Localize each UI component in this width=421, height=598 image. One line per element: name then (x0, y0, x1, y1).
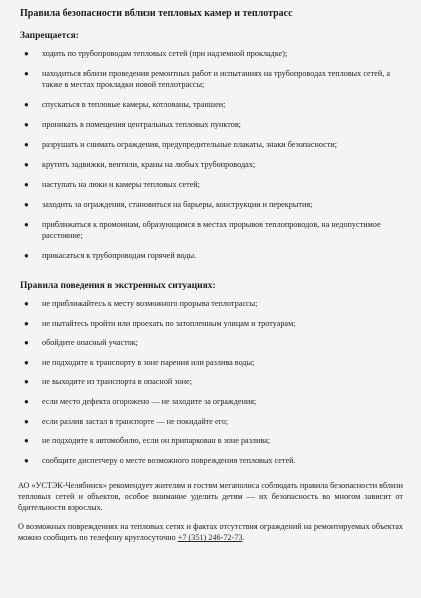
prohibited-heading: Запрещается: (20, 31, 79, 41)
bullet-icon: ● (24, 69, 29, 78)
bullet-icon: ● (24, 357, 29, 367)
bullet-icon: ● (24, 436, 29, 446)
list-item-text: обойдите опасный участок; (42, 338, 138, 348)
bullet-icon: ● (24, 416, 29, 426)
list-item-text: крутить задвижки, вентили, краны на любых трубопроводах; (42, 160, 256, 169)
list-item-text: приближаться к промоинам, образующимся в местах прорывов теплопроводов, на недопустимое расстояние; (42, 220, 381, 240)
bullet-icon: ● (24, 200, 29, 209)
list-item-text: если разлив застал в транспорте — не покидайте его; (42, 416, 229, 426)
list-item-text: ходить по трубопроводам тепловых сетей (при надземной прокладке); (42, 49, 288, 58)
list-item-text: проникать в помещения центральных тепловых пунктов; (42, 120, 241, 129)
list-item (18, 179, 409, 190)
list-item-text: наступать на люки и камеры тепловых сетей; (42, 180, 200, 189)
list-item (18, 159, 409, 170)
prohibited-list (18, 48, 409, 261)
list-item (18, 139, 409, 150)
bullet-icon: ● (24, 396, 29, 406)
document-title: Правила безопасности вблизи тепловых камер и теплотрасс (20, 8, 293, 19)
emergency-list (18, 298, 409, 466)
list-item (18, 455, 409, 466)
bullet-icon: ● (24, 338, 29, 348)
list-item-text: спускаться в тепловые камеры, котлованы, траншеи; (42, 100, 226, 109)
emergency-heading: Правила поведения в экстренных ситуациях: (20, 281, 216, 291)
list-item (18, 68, 409, 90)
list-item (18, 435, 409, 446)
advice-paragraph: АО «УСТЭК-Челябинск» рекомендует жителям и гостям мегаполиса соблюдать правила безопасности вблизи тепловых сетей и объектов, особое внимание уделить детям — их безопасность во многом зависит от бдительности взрослых. (18, 481, 403, 513)
list-item (18, 337, 409, 348)
list-item (18, 99, 409, 110)
bullet-icon: ● (24, 160, 29, 169)
list-item-text: не выходите из транспорта в опасной зоне; (42, 377, 192, 387)
bullet-icon: ● (24, 100, 29, 109)
list-item-text: находиться вблизи проведения ремонтных работ и испытаниях на трубопроводах тепловых сетей, а также в местах прокладки новой теплотрассы; (42, 69, 391, 89)
list-item-text: не приближайтесь к месту возможного прорыва теплотрассы; (42, 299, 258, 308)
list-item (18, 318, 409, 329)
bullet-icon: ● (24, 140, 29, 149)
list-item (18, 298, 409, 309)
hotline-phone-link[interactable]: +7 (351) 246-72-73 (177, 533, 243, 543)
bullet-icon: ● (24, 120, 29, 129)
report-text: О возможных повреждениях на тепловых сетях и фактах отсутствия ограждений на ремонтируемых объектах можно сообщить по телефону круглосуточно (18, 522, 403, 543)
list-item-text: прикасаться к трубопроводам горячей воды. (42, 251, 197, 260)
list-item (18, 416, 409, 427)
list-item-text: не пытайтесь пройти или проехать по затопленным улицам и тротуарам; (42, 318, 296, 328)
bullet-icon: ● (24, 49, 29, 58)
list-item (18, 376, 409, 387)
list-item (18, 48, 409, 59)
list-item-text: разрушать и снимать ограждения, предупредительные плакаты, знаки безопасности; (42, 140, 337, 149)
bullet-icon: ● (24, 220, 29, 229)
report-end: . (242, 533, 245, 543)
list-item-text: если место дефекта огорожено — не заходите за ограждения; (42, 396, 257, 406)
list-item-text: не подходите к транспорту в зоне парения или разлива воды; (42, 357, 255, 367)
list-item (18, 119, 409, 130)
list-item (18, 199, 409, 210)
list-item (18, 396, 409, 407)
list-item (18, 357, 409, 368)
bullet-icon: ● (24, 318, 29, 328)
bullet-icon: ● (24, 180, 29, 189)
bullet-icon: ● (24, 251, 29, 260)
spacer (18, 270, 409, 280)
bullet-icon: ● (24, 299, 29, 308)
list-item-text: заходить за ограждения, становиться на барьеры, конструкции и перекрытия; (42, 200, 313, 209)
list-item (18, 219, 409, 241)
list-item-text: сообщите диспетчеру о месте возможного повреждения тепловых сетей. (42, 455, 296, 465)
bullet-icon: ● (24, 377, 29, 387)
list-item (18, 250, 409, 261)
list-item-text: не подходите к автомобилю, если он припаркован в зоне разлива; (42, 436, 271, 446)
report-paragraph (18, 521, 409, 543)
bullet-icon: ● (24, 455, 29, 465)
